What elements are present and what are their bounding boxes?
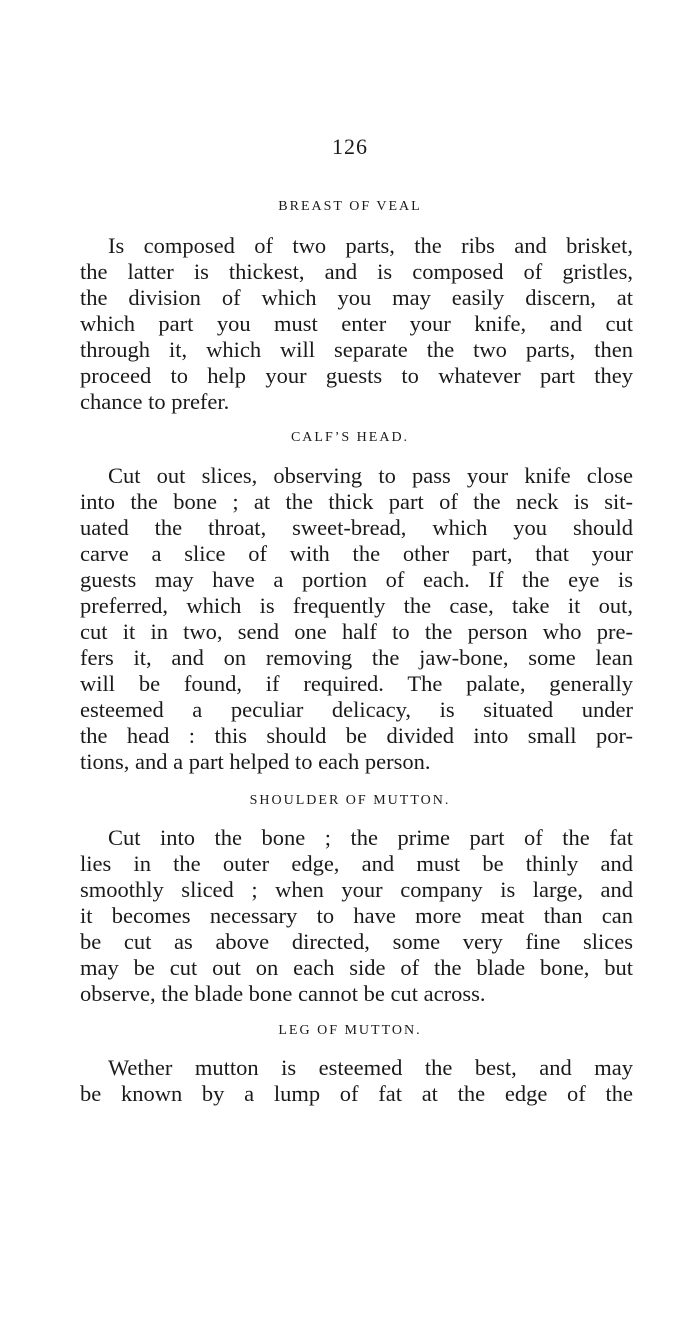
text-line: uated the throat, sweet-bread, which you should: [80, 515, 633, 540]
section-paragraph: [80, 825, 633, 1007]
section-paragraph: [80, 463, 633, 775]
section-heading: BREAST OF VEAL: [278, 199, 422, 214]
text-line: which part you must enter your knife, and cut: [80, 311, 633, 336]
text-line: Is composed of two parts, the ribs and brisket,: [108, 233, 633, 258]
section-paragraph: [80, 233, 633, 415]
text-line: through it, which will separate the two parts, then: [80, 337, 633, 362]
text-line: be known by a lump of fat at the edge of the: [80, 1081, 633, 1106]
text-line: cut it in two, send one half to the person who pre-: [80, 619, 633, 644]
text-line: be cut as above directed, some very fine slices: [80, 929, 633, 954]
text-line: tions, and a part helped to each person.: [80, 749, 431, 774]
text-line: fers it, and on removing the jaw-bone, some lean: [80, 645, 633, 670]
text-line: smoothly sliced ; when your company is large, and: [80, 877, 633, 902]
section-heading: SHOULDER OF MUTTON.: [249, 793, 451, 808]
text-line: proceed to help your guests to whatever part they: [80, 363, 633, 388]
text-line: may be cut out on each side of the blade bone, but: [80, 955, 633, 980]
text-line: the latter is thickest, and is composed of gristles,: [80, 259, 633, 284]
text-line: the head : this should be divided into small por-: [80, 723, 633, 748]
page-number: 126: [332, 134, 368, 159]
text-line: lies in the outer edge, and must be thinly and: [80, 851, 633, 876]
text-line: Wether mutton is esteemed the best, and may: [108, 1055, 633, 1080]
text-line: observe, the blade bone cannot be cut across.: [80, 981, 486, 1006]
text-line: it becomes necessary to have more meat than can: [80, 903, 633, 928]
text-line: preferred, which is frequently the case, take it out,: [80, 593, 633, 618]
text-line: Cut out slices, observing to pass your knife close: [108, 463, 633, 488]
text-line: Cut into the bone ; the prime part of the fat: [108, 825, 633, 850]
text-line: the division of which you may easily discern, at: [80, 285, 633, 310]
text-line: carve a slice of with the other part, that your: [80, 541, 633, 566]
text-line: guests may have a portion of each. If the eye is: [80, 567, 633, 592]
section-heading: LEG OF MUTTON.: [278, 1023, 422, 1038]
section-paragraph: [80, 1055, 633, 1107]
text-line: chance to prefer.: [80, 389, 230, 414]
text-line: into the bone ; at the thick part of the neck is sit-: [80, 489, 633, 514]
text-line: will be found, if required. The palate, generally: [80, 671, 633, 696]
text-line: esteemed a peculiar delicacy, is situated under: [80, 697, 633, 722]
section-heading: CALF’S HEAD.: [290, 430, 410, 445]
